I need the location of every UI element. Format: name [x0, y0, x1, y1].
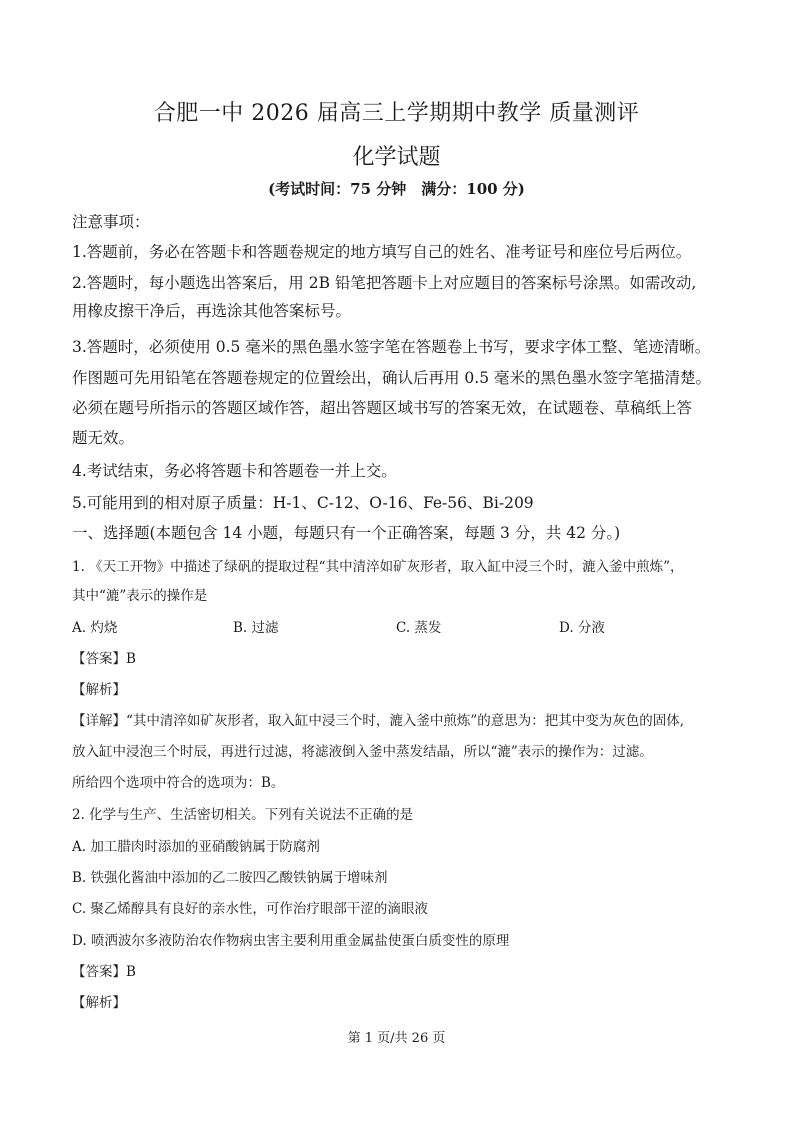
- q2-option-b: B. 铁强化酱油中添加的乙二胺四乙酸铁钠属于增味剂: [72, 870, 388, 886]
- q1-answer: 【答案】B: [72, 651, 136, 667]
- notice-item: 2.答题时，每小题选出答案后，用 2B 铅笔把答题卡上对应题目的答案标号涂黑。如需改动,: [72, 274, 697, 292]
- exam-title: 合肥一中 2026 届高三上学期期中教学 质量测评: [153, 101, 640, 126]
- q2-analysis-label: 【解析】: [72, 995, 126, 1011]
- exam-time-score: (考试时间：75 分钟 满分：100 分): [268, 180, 525, 198]
- q1-analysis-label: 【解析】: [72, 682, 126, 698]
- section-heading: 一、选择题(本题包含 14 小题，每题只有一个正确答案，每题 3 分，共 42 分。): [72, 524, 621, 542]
- q1-detail: 【详解】“其中清淬如矿灰形者，取入缸中浸三个时，漉入釜中煎炼”的意思为：把其中变为灰色的固体,: [72, 713, 685, 729]
- q2-stem: 2. 化学与生产、生活密切相关。下列有关说法不正确的是: [72, 807, 414, 823]
- notice-item: 必须在题号所指示的答题区域作答，超出答题区域书写的答案无效，在试题卷、草稿纸上答: [72, 399, 693, 417]
- q1-option-d: D. 分液: [559, 620, 605, 636]
- notice-item: 用橡皮擦干净后，再选涂其他答案标号。: [72, 302, 352, 320]
- q1-stem: 1. 《天工开物》中描述了绿矾的提取过程“其中清淬如矿灰形者，取入缸中浸三个时，漉入釜中煎炼”，: [72, 559, 684, 575]
- notice-item: 题无效。: [72, 429, 135, 447]
- notice-item: 5.可能用到的相对原子质量：H-1、C-12、O-16、Fe-56、Bi-209: [72, 494, 534, 512]
- notice-item: 作图题可先用铅笔在答题卷规定的位置绘出，确认后再用 0.5 毫米的黑色墨水签字笔描清楚。: [72, 369, 712, 387]
- notice-item: 4.考试结束，务必将答题卡和答题卷一并上交。: [72, 462, 397, 480]
- q1-option-c: C. 蒸发: [396, 620, 442, 636]
- q2-option-a: A. 加工腊肉时添加的亚硝酸钠属于防腐剂: [72, 839, 320, 855]
- page-number: 第 1 页/共 26 页: [347, 1031, 446, 1046]
- notice-heading: 注意事项：: [72, 213, 150, 231]
- q2-option-c: C. 聚乙烯醇具有良好的亲水性，可作治疗眼部干涩的滴眼液: [72, 901, 428, 917]
- notice-item: 1.答题前，务必在答题卡和答题卷规定的地方填写自己的姓名、准考证号和座位号后两位。: [72, 243, 692, 261]
- q1-option-a: A. 灼烧: [72, 620, 118, 636]
- notice-item: 3.答题时，必须使用 0.5 毫米的黑色墨水签字笔在答题卷上书写，要求字体工整、笔迹清晰。: [72, 338, 711, 356]
- exam-subject: 化学试题: [352, 145, 441, 170]
- q1-detail: 放入缸中浸泡三个时辰，再进行过滤，将滤液倒入釜中蒸发结晶，所以“漉”表示的操作为：过滤。: [72, 744, 653, 760]
- q1-option-b: B. 过滤: [233, 620, 279, 636]
- q2-answer: 【答案】B: [72, 964, 136, 980]
- q2-option-d: D. 喷洒波尔多液防治农作物病虫害主要利用重金属盐使蛋白质变性的原理: [72, 933, 510, 949]
- q1-stem: 其中“漉”表示的操作是: [72, 588, 208, 604]
- q1-detail: 所给四个选项中符合的选项为：B。: [72, 775, 285, 791]
